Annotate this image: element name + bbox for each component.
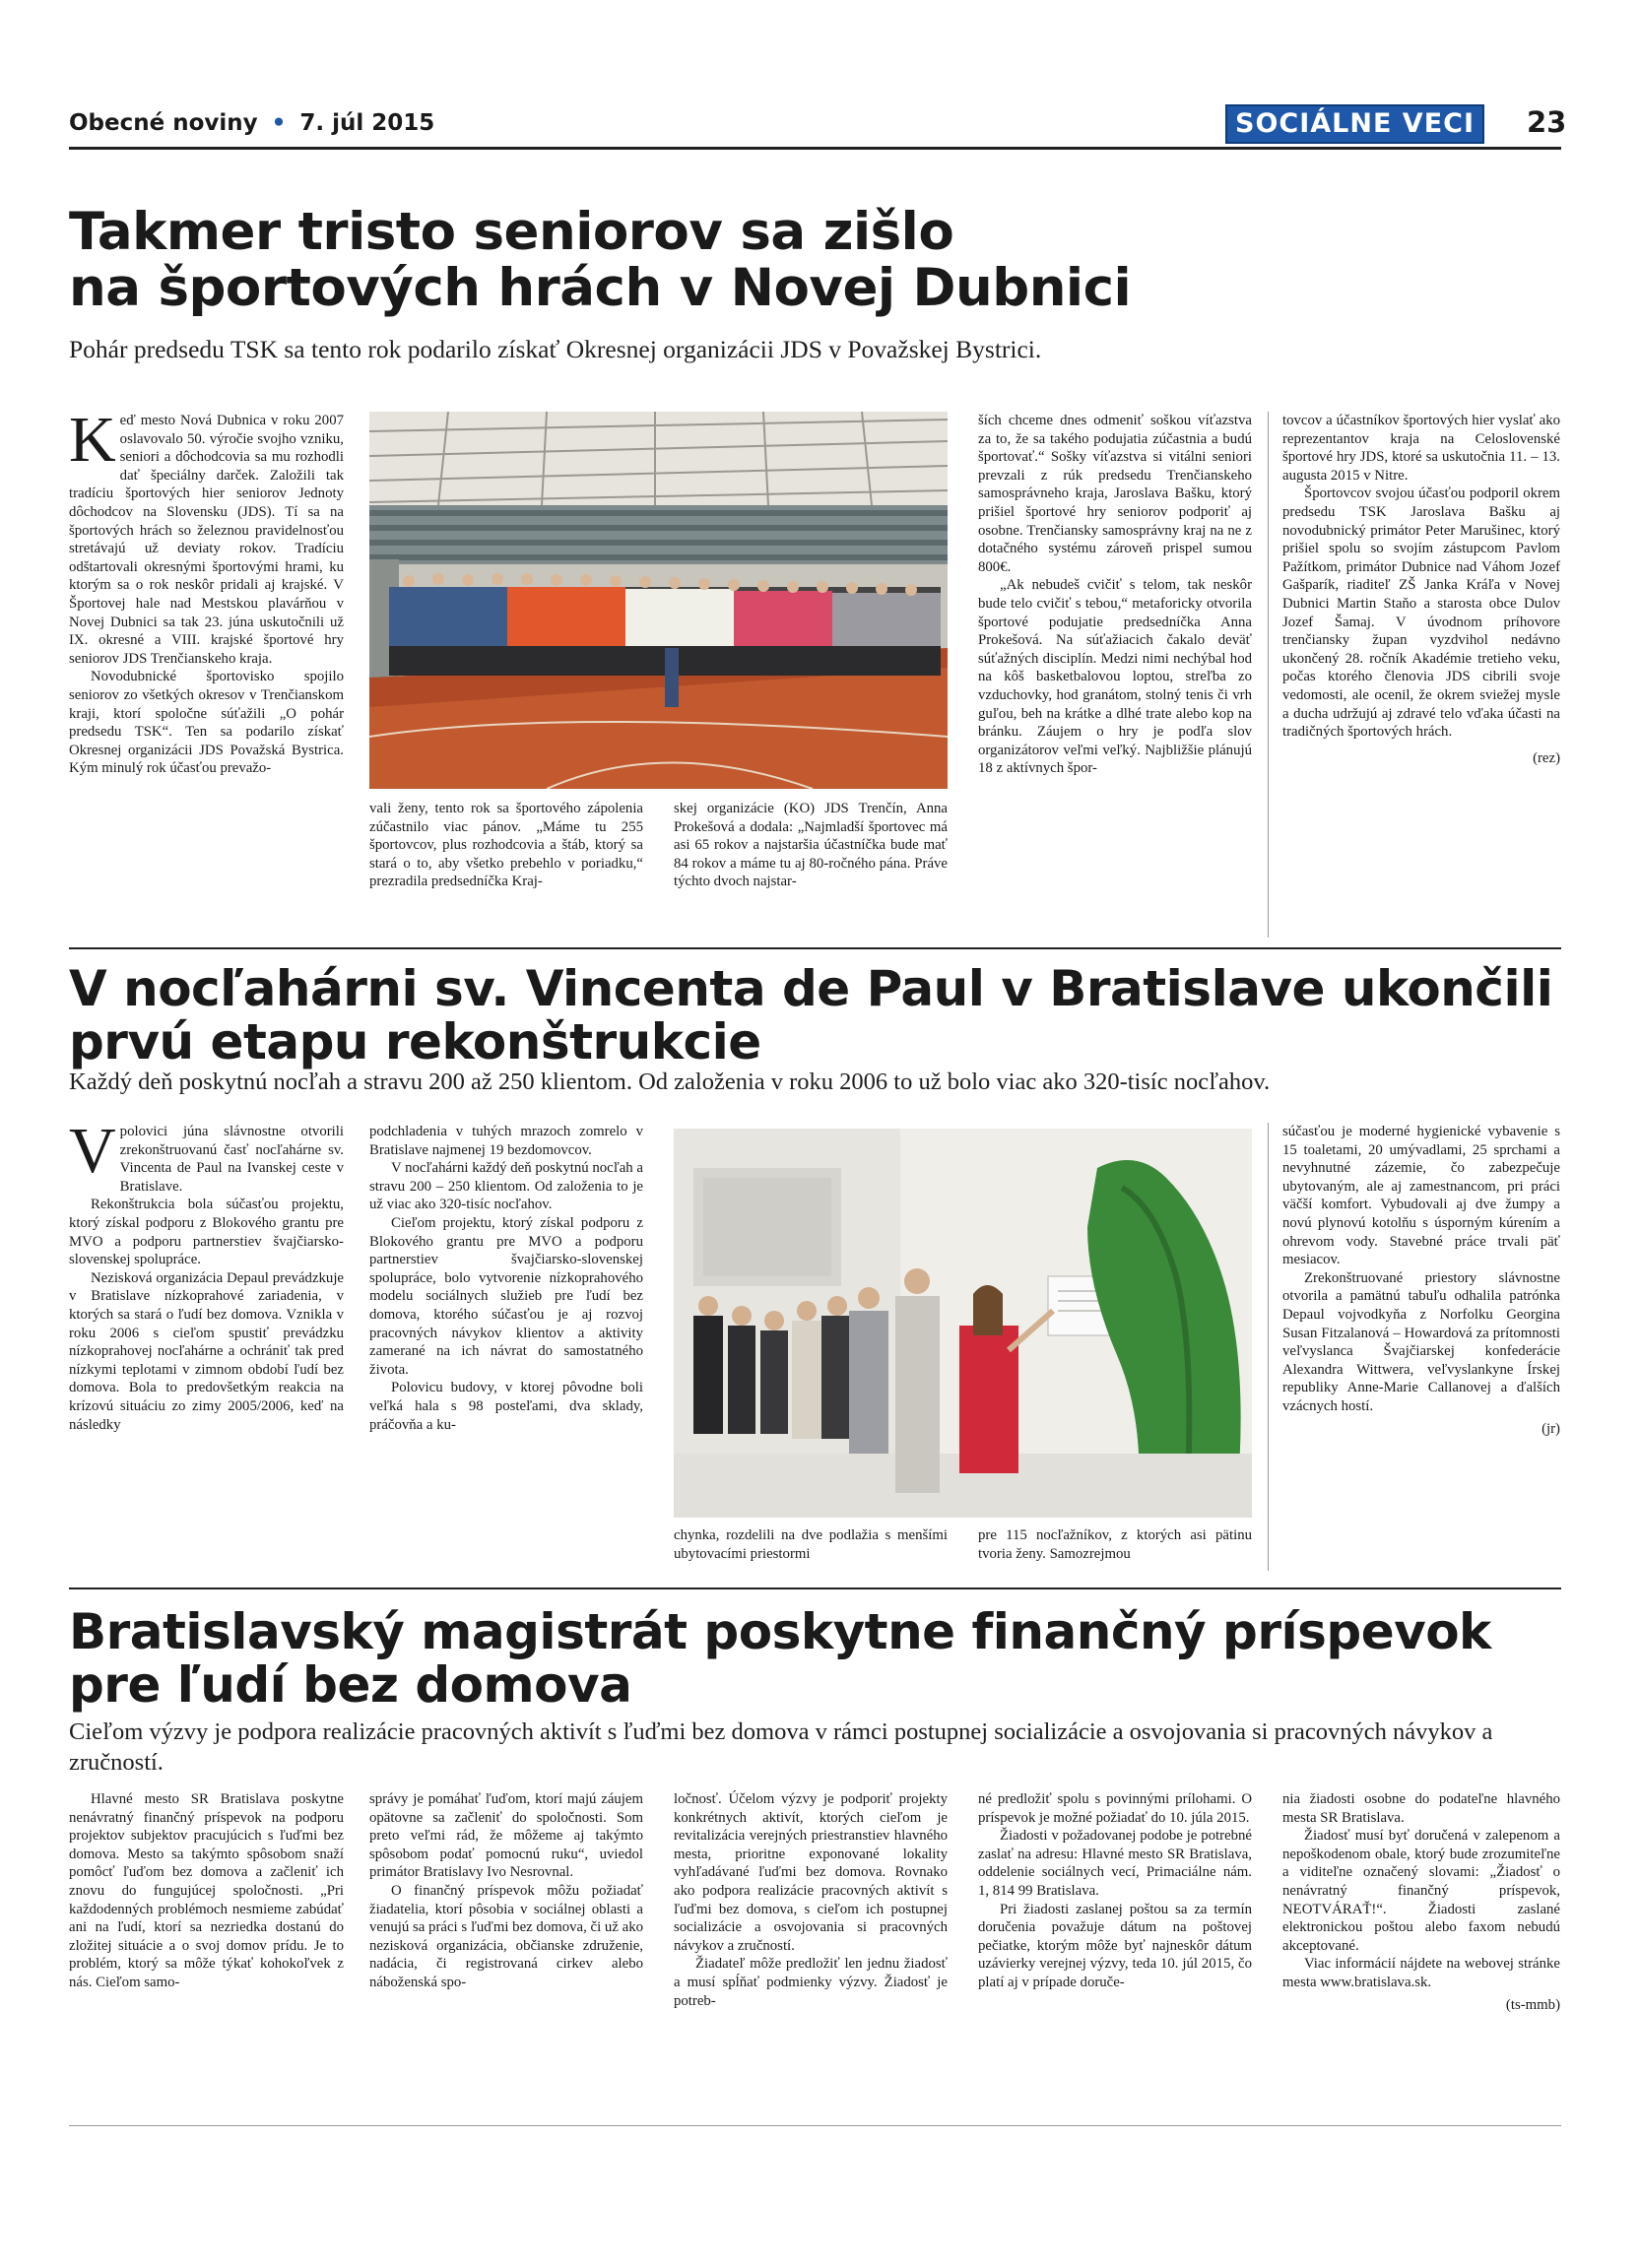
- article1-col3-text: skej organizácie (KO) JDS Trenčín, Anna Prokešová a dodala: „Najmladší športovec má asi 65 rokov a najstaršia účastníčka bude mať 84 rokov a máme tu aj 80-ročného pána. Práve týchto dvoch najstar-: [674, 801, 948, 890]
- article2-col2-para1: podchladenia v tuhých mrazoch zomrelo v Bratislave najmenej 19 bezdomovcov.: [369, 1124, 643, 1158]
- article2-col1-text1: polovici júna slávnostne otvorili zrekonštruovanú časť nocľahárne sv. Vincenta de Paul na Ivanskej ceste v Bratislave.: [119, 1124, 344, 1195]
- article1-col2-text: vali ženy, tento rok sa športového zápolenia zúčastnilo viac pánov. „Máme tu 255 športovcov, plus rozhodcovia a štáb, ktorý sa stará o to, aby všetko prebehlo v poriadku,“ prezradila predsedníčka Kraj-: [369, 801, 643, 890]
- article2-col5-para1: súčasťou je moderné hygienické vybavenie s 15 toaletami, 20 umývadlami, 25 sprchami a nevyhnutné zázemie, čo zabezpečuje ubytovaným, ale aj zamestnancom, pri práci väčší komfort. Vybudovali aj dve žumpy a novú plynovú kotolňu s úsporným kúrením a ohrevom vody. Stavebné práce trvali päť mesiacov.: [1282, 1124, 1560, 1268]
- article3-column-5: [1282, 1790, 1560, 2014]
- article2-col4-text: pre 115 nocľažníkov, z ktorých asi pätinu tvoria ženy. Samozrejmou: [978, 1527, 1252, 1562]
- article1-col4-para1: ších chceme dnes odmeniť soškou víťazstva za to, že sa takého podujatia zúčastnia a budú športovať.“ Sošky víťazstva si vitálni seniori prevzali z rúk predsedu Trenčianskeho samosprávneho kraja, Jaroslava Bašku, ktorý prišiel športové hry seniorov podporiť aj osobne. Trenčiansky samosprávny kraj na ne z dotačného systému zároveň prispel sumou 800€.: [978, 413, 1252, 575]
- article1-headline: [69, 202, 1132, 319]
- article2-col2-para2: V nocľahárni každý deň poskytnú nocľah a stravu 200 – 250 klientom. Od založenia to je už viac ako 320-tisíc nocľahov.: [369, 1160, 643, 1213]
- article2-column-divider: [1268, 1123, 1269, 1571]
- article3-headline-line1: Bratislavský magistrát poskytne finančný príspevok: [69, 1603, 1491, 1660]
- article3-column-2: [369, 1790, 643, 1992]
- sports-hall-image: [369, 412, 948, 789]
- article3-col3-para1: ločnosť. Účelom výzvy je podporiť projekty konkrétnych aktivít, ktorých cieľom je revitalizácia verejných priestranstiev hlavného mesta, prioritne exponované lokality vyhľadávané ľuďmi bez domova. Rovnako ako podpora realizácie pracovných aktivít s ľuďmi bez domova, s cieľom ich postupnej socializácie a osvojovania si pracovných návykov a zručností.: [674, 1791, 948, 1954]
- article2-column-5: [1282, 1123, 1560, 1438]
- article1-column-2: [369, 800, 643, 891]
- article1-col4-para2: „Ak nebudeš cvičiť s telom, tak neskôr bude telo cvičiť s tebou,“ metaforicky otvorila športové podujatie predsedníčka Anna Prokešová. Na súťažiacich čakalo deväť súťažných disciplín. Medzi nimi nechýbal hod na kôš basketbalovou loptou, streľba zo vzduchovky, hod granátom, stolný tenis či vrh guľou, beh na krátke a dlhé trate alebo kop na bránku. Záujem o hry je podľa slov organizátorov veľmi veľký. Najbližšie plánujú 18 z aktívnych špor-: [978, 577, 1252, 777]
- article3-col5-para2: Žiadosť musí byť doručená v zalepenom a nepoškodenom obale, ktorý bude zrozumiteľne a viditeľne označený slovami: „Žiadosť o nenávratný finančný príspevok, NEOTVÁRAŤ!“. Žiadosti zaslané elektronickou poštou alebo faxom nebudú akceptované.: [1282, 1828, 1560, 1954]
- article3-col1-text: Hlavné mesto SR Bratislava poskytne nenávratný finančný príspevok na podporu projektov subjektov pracujúcich s ľuďmi bez domova. Mesto sa takýmto spôsobom snaží pomôcť ľuďom bez domova a začleniť ich znovu do fungujúcej spoločnosti. „Pri každodenných problémoch nesmieme zabúdať ani na ľudí, ktorí sa nezriedka dostanú do zložitej situácie a o svoj domov prídu. Je to problém, ktorý sa môže týkať kohokoľvek z nás. Cieľom samo-: [69, 1791, 344, 1990]
- article3-col5-para3: Viac informácií nájdete na webovej stránke mesta www.bratislava.sk.: [1282, 1956, 1560, 1990]
- article2-col1-para3: Nezisková organizácia Depaul prevádzkuje v Bratislave nízkoprahové zariadenia, v ktorých sa stará o ľudí bez domova. Vznikla v roku 2006 s cieľom spustiť prevádzku nízkoprahovej nocľahárne a ochrániť tak pred nízkymi teplotami v zimnom období ľudí bez domova. Bola to predovšetkým reakcia na krízovú situáciu zo zimy 2005/2006, keď na následky: [69, 1269, 344, 1433]
- article3-col4-para1: né predložiť spolu s povinnými prílohami. O príspevok je možné požiadať do 10. júla 2015.: [978, 1791, 1252, 1826]
- ceremony-image: [674, 1129, 1252, 1518]
- page-number: 23: [1527, 105, 1567, 139]
- article2-column-4: [978, 1526, 1252, 1563]
- article1-headline-line2: na športových hrách v Novej Dubnici: [69, 258, 1132, 319]
- article2-headline-line2: prvú etapu rekonštrukcie: [69, 1013, 761, 1070]
- section-label: SOCIÁLNE VECI: [1225, 104, 1484, 144]
- article2-col1-para2: Rekonštrukcia bola súčasťou projektu, ktorý získal podporu z Blokového grantu pre MVO a podporu partnerstiev švajčiarsko-slovenskej spolupráce.: [69, 1197, 344, 1268]
- article2-column-3: [674, 1526, 948, 1563]
- article3-col3-para2: Žiadateľ môže predložiť len jednu žiadosť a musí spĺňať podmienky výzvy. Žiadosť je potreb-: [674, 1956, 948, 2009]
- article3-col5-para1: nia žiadosti osobne do podateľne hlavného mesta SR Bratislava.: [1282, 1791, 1560, 1826]
- article2-col2-para3: Cieľom projektu, ktorý získal podporu z Blokového grantu pre MVO a podporu partnerstiev švajčiarsko-slovenskej spolupráce, bolo vytvorenie nízkoprahového modelu sociálnych služieb pre ľudí bez domova, ktorého súčasťou je aj rozvoj pracovných návykov klientov a aktivity zamerané na ich návrat do samostatného života.: [369, 1214, 643, 1378]
- article2-lead: Každý deň poskytnú nocľah a stravu 200 až 250 klientom. Od založenia v roku 2006 to už bolo viac ako 320-tisíc nocľahov.: [69, 1069, 1271, 1095]
- article1-photo-sports-hall: [369, 412, 948, 789]
- article2-column-2: [369, 1123, 643, 1434]
- article3-column-3: [674, 1790, 948, 2010]
- article3-headline: [69, 1605, 1491, 1712]
- article2-column-1: [69, 1115, 344, 1434]
- article1-signature: (rez): [1533, 749, 1560, 766]
- article3-headline-line2: pre ľudí bez domova: [69, 1656, 632, 1714]
- bullet-separator: •: [271, 110, 287, 136]
- article3-lead: Cieľom výzvy je podpora realizácie pracovných aktivít s ľuďmi bez domova v rámci postupnej socializácie a osvojovania si pracovných návykov a zručností.: [69, 1718, 1493, 1776]
- article3-column-1: [69, 1790, 344, 1992]
- publication-name: Obecné noviny: [69, 110, 258, 136]
- article2-col3-text: chynka, rozdelili na dve podlažia s menšími ubytovacími priestormi: [674, 1527, 948, 1562]
- issue-date: 7. júl 2015: [299, 110, 435, 136]
- article3-col2-para2: O finančný príspevok môžu požiadať žiadatelia, ktorí pôsobia v sociálnej oblasti a venujú sa práci s ľuďmi bez domova, či už ako nezisková organizácia, občianske združenie, nadácia, či registrovaná cirkev alebo náboženská spo-: [369, 1882, 643, 1990]
- article1-col5-para2: Športovcov svojou účasťou podporil okrem predsedu TSK Jaroslava Bašku aj novodubnický primátor Peter Marušinec, ktorý prišiel spolu so svojím zástupcom Pavlom Pažítkom, primátor Dubnice nad Váhom Jozef Gašparík, riaditeľ ZŠ Janka Kráľa v Novej Dubnici Martin Staňo a starosta obce Dulov Jozef Šamaj. V úvodnom príhovore trenčiansky župan vyzdvihol nedávno ukončený 28. ročník Akadémie tretieho veku, počas ktorého členovia JDS cibrili svoje vedomosti, ale ocenil, že okrem sviežej mysle a ducha udržujú aj zdravé telo vďaka účasti na tradičných športových hrách.: [1282, 486, 1560, 741]
- article1-column-3: [674, 800, 948, 891]
- article2-drop-cap: V: [69, 1115, 116, 1187]
- article1-bottom-rule: [69, 947, 1561, 949]
- masthead: [69, 110, 434, 136]
- article2-col2-para4: Polovicu budovy, v ktorej pôvodne boli veľká hala s 98 posteľami, dva sklady, práčovňa a ku-: [369, 1380, 643, 1433]
- article2-photo-ceremony: [674, 1129, 1252, 1518]
- article1-drop-cap: K: [69, 404, 116, 476]
- article2-bottom-rule: [69, 1588, 1561, 1589]
- article1-col5-para1: tovcov a účastníkov športových hier vyslať ako reprezentantov kraja na Celoslovenské športové hry JDS, ktoré sa uskutočnia 11. – 13. augusta 2015 v Nitre.: [1282, 413, 1560, 484]
- article3-col4-para2: Žiadosti v požadovanej podobe je potrebné zaslať na adresu: Hlavné mesto SR Bratislava, oddelenie sociálnych vecí, Primaciálne nám. 1, 814 99 Bratislava.: [978, 1828, 1252, 1899]
- article3-col4-para3: Pri žiadosti zaslanej poštou sa za termín doručenia považuje dátum na poštovej pečiatke, ktorým môže byť najneskôr dátum uzávierky verejnej výzvy, teda 10. júl 2015, čo platí aj v prípade doruče-: [978, 1901, 1252, 1990]
- article1-lead: Pohár predsedu TSK sa tento rok podarilo získať Okresnej organizácii JDS v Považskej Bystrici.: [69, 335, 1042, 363]
- article3-signature: (ts-mmb): [1505, 1996, 1560, 2013]
- article1-col1-para2: Novodubnické športovisko spojilo seniorov zo všetkých okresov v Trenčianskom kraji, ktorí spoločne súťažili „O pohár predsedu TSK“. Ten sa podarilo získať Okresnej organizácii JDS Považská Bystrica. Kým minulý rok účasťou prevažo-: [69, 669, 344, 777]
- article3-bottom-rule: [69, 2125, 1561, 2126]
- article3-column-4: [978, 1790, 1252, 1992]
- article2-signature: (jr): [1542, 1420, 1560, 1437]
- article1-column-1: [69, 404, 344, 778]
- article3-col2-para1: správy je pomáhať ľuďom, ktorí majú záujem opätovne sa začleniť do spoločnosti. Som preto veľmi rád, že môžeme aj takýmto spôsobom podať pomocnú ruku“, uviedol primátor Bratislavy Ivo Nesrovnal.: [369, 1791, 643, 1881]
- article1-column-divider: [1268, 412, 1269, 938]
- article2-headline-line1: V nocľahárni sv. Vincenta de Paul v Bratislave ukončili: [69, 960, 1553, 1017]
- header-rule: [69, 147, 1561, 150]
- article2-col5-para2: Zrekonštruované priestory slávnostne otvorila a pamätnú tabuľu odhalila patrónka Depaul vojvodkyňa z Norfolku Georgina Susan Fitzalanová – Howardová za prítomnosti veľvyslanca Švajčiarskej konfederácie Alexandra Wittwera, veľvyslankyne Írskej republiky Anne-Marie Callanovej a ďalších vzácnych hostí.: [1282, 1269, 1560, 1414]
- article2-col1-para1: [69, 1115, 344, 1196]
- article1-headline-line1: Takmer tristo seniorov sa zišlo: [69, 202, 954, 262]
- article1-col1-para1: [69, 404, 344, 668]
- article2-headline: [69, 962, 1552, 1069]
- article1-column-5: [1282, 412, 1560, 767]
- article1-column-4: [978, 412, 1252, 778]
- article1-col1-text1: eď mesto Nová Dubnica v roku 2007 oslavovalo 50. výročie svojho vzniku, seniori a dôchodcovia sa mu rozhodli dať špeciálny darček. Založili tak tradíciu športových hier seniorov Jednoty dôchodcov na Slovensku (JDS). Tí sa na športových hrách so železnou pravidelnosťou stretávajú už deviaty rokov. Tradíciu odštartovali okresnými športovými hrami, ku ktorým sa o rok neskôr pridali aj krajské. V Športovej hale nad Mestskou plavárňou v Novej Dubnici sa tak 23. júna uskutočnili už IX. okresné a VIII. krajské športové hry seniorov JDS Trenčianskeho kraja.: [69, 413, 344, 667]
